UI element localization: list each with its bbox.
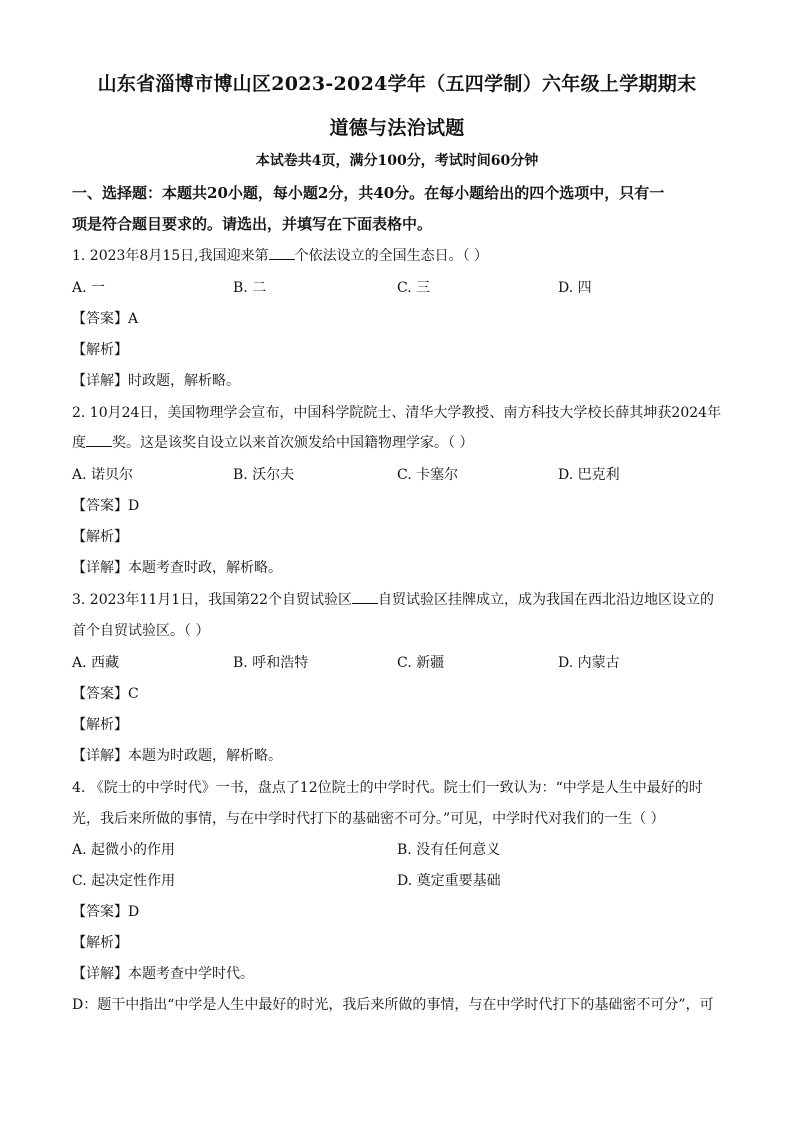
question-3-option-b: B. 呼和浩特 [233,655,309,671]
exam-subtitle: 本试卷共4页，满分100分，考试时间60分钟 [255,153,539,169]
section-instructions-line1: 一、选择题：本题共20小题，每小题2分，共40分。在每小题给出的四个选项中，只有一 [72,184,665,202]
question-4-detail: 【详解】本题考查中学时代。 [72,966,254,982]
question-4-detail-2: D：题干中指出“中学是人生中最好的时光，我后来所做的事情，与在中学时代打下的基础密不可分”，可 [72,997,714,1013]
question-3-line1-a: 3. 2023年11月1日，我国第22个自贸试验区 [72,592,352,608]
question-3-line2: 首个自贸试验区。（ ） [72,623,210,639]
question-1-option-d: D. 四 [558,280,592,296]
question-4-analysis: 【解析】 [72,935,128,951]
question-4-line2: 光，我后来所做的事情，与在中学时代打下的基础密不可分。”可见，中学时代对我们的一生（ ） [72,811,665,827]
question-2-option-c: C. 卡塞尔 [397,467,459,483]
question-2-detail: 【详解】本题考查时政，解析略。 [72,560,282,576]
exam-title-line1: 山东省淄博市博山区2023-2024学年（五四学制）六年级上学期期末 [97,73,697,95]
question-4-line1: 4. 《院士的中学时代》一书，盘点了12位院士的中学时代。院士们一致认为：“中学是人生中最好的时 [72,780,703,796]
question-3-line1 [72,589,724,609]
question-2-option-b: B. 沃尔夫 [233,467,295,483]
question-2-line2-b: 奖。这是该奖自设立以来首次颁发给中国籍物理学家。（ ） [112,435,474,451]
question-3-analysis: 【解析】 [72,717,128,733]
question-3-option-d: D. 内蒙古 [558,655,620,671]
question-2-option-a: A. 诺贝尔 [72,467,134,483]
question-3-option-c: C. 新疆 [397,655,445,671]
question-2-line1: 2. 10月24日，美国物理学会宣布，中国科学院院士、清华大学教授、南方科技大学校长薛其坤获2024年 [72,405,722,421]
question-2-answer: 【答案】D [72,498,140,514]
question-3-option-a: A. 西藏 [72,655,120,671]
question-4-answer: 【答案】D [72,904,140,920]
question-3-answer: 【答案】C [72,686,139,702]
question-1-analysis: 【解析】 [72,342,128,358]
question-1-option-a: A. 一 [72,280,106,296]
question-4-option-c: C. 起决定性作用 [72,873,176,889]
question-2-analysis: 【解析】 [72,529,128,545]
question-4-option-d: D. 奠定重要基础 [397,873,501,889]
question-1-stem-a: 1. 2023年8月15日,我国迎来第 [72,248,269,264]
section-instructions-line2: 项是符合题目要求的。请选出，并填写在下面表格中。 [72,215,433,233]
question-1-option-c: C. 三 [397,280,431,296]
question-2-line2 [72,432,724,452]
answer-blank [352,591,378,604]
question-4-option-b: B. 没有任何意义 [397,842,501,858]
exam-title-line2: 道德与法治试题 [329,117,465,139]
question-1-answer: 【答案】A [72,311,139,327]
question-1-detail: 【详解】时政题，解析略。 [72,373,240,389]
question-3-detail: 【详解】本题为时政题，解析略。 [72,748,282,764]
question-1-option-b: B. 二 [233,280,267,296]
answer-blank [86,434,112,447]
question-2-option-d: D. 巴克利 [558,467,620,483]
question-3-line1-b: 自贸试验区挂牌成立，成为我国在西北沿边地区设立的 [377,592,714,608]
question-4-option-a: A. 起微小的作用 [72,842,176,858]
answer-blank [269,247,295,260]
question-1-stem-b: 个依法设立的全国生态日。（ ） [294,248,489,264]
question-1-stem [72,245,724,265]
question-2-line2-a: 度 [72,435,86,451]
